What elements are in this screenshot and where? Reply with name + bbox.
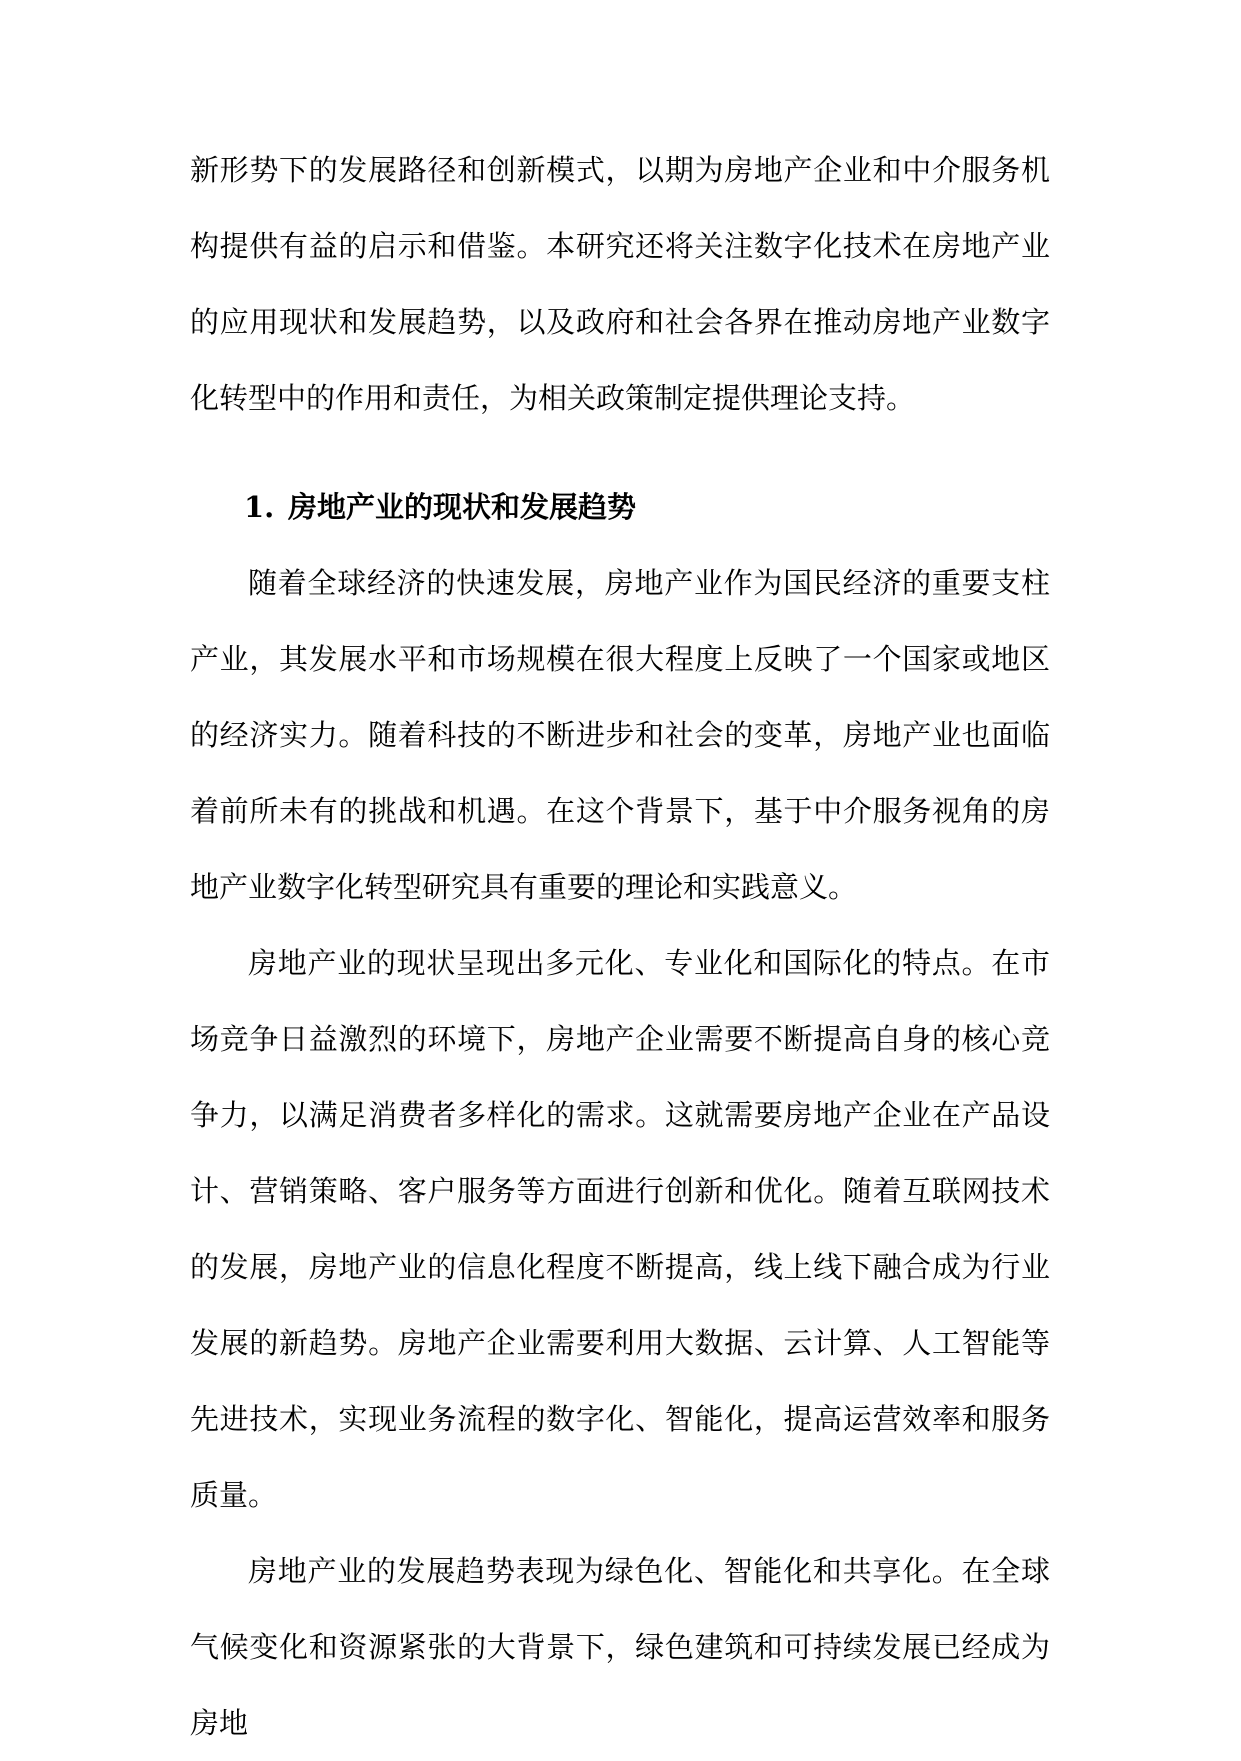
section-heading <box>244 469 1050 545</box>
body-paragraph: 随着全球经济的快速发展，房地产业作为国民经济的重要支柱产业，其发展水平和市场规模在很大程度上反映了一个国家或地区的经济实力。随着科技的不断进步和社会的变革，房地产业也面临着前所未有的挑战和机遇。在这个背景下，基于中介服务视角的房地产业数字化转型研究具有重要的理论和实践意义。 <box>190 566 1050 904</box>
body-paragraph: 房地产业的发展趋势表现为绿色化、智能化和共享化。在全球气候变化和资源紧张的大背景下，绿色建筑和可持续发展已经成为房地 <box>190 1554 1050 1740</box>
body-paragraph: 房地产业的现状呈现出多元化、专业化和国际化的特点。在市场竞争日益激烈的环境下，房地产企业需要不断提高自身的核心竞争力，以满足消费者多样化的需求。这就需要房地产企业在产品设计、营销策略、客户服务等方面进行创新和优化。随着互联网技术的发展，房地产业的信息化程度不断提高，线上线下融合成为行业发展的新趋势。房地产企业需要利用大数据、云计算、人工智能等先进技术，实现业务流程的数字化、智能化，提高运营效率和服务质量。 <box>190 946 1050 1512</box>
continued-paragraph: 新形势下的发展路径和创新模式，以期为房地产企业和中介服务机构提供有益的启示和借鉴。本研究还将关注数字化技术在房地产业的应用现状和发展趋势，以及政府和社会各界在推动房地产业数字化转型中的作用和责任，为相关政策制定提供理论支持。 <box>190 153 1050 415</box>
body-text <box>190 545 1050 1761</box>
section-number: 1. <box>244 490 275 524</box>
section-title: 房地产业的现状和发展趋势 <box>288 490 637 524</box>
